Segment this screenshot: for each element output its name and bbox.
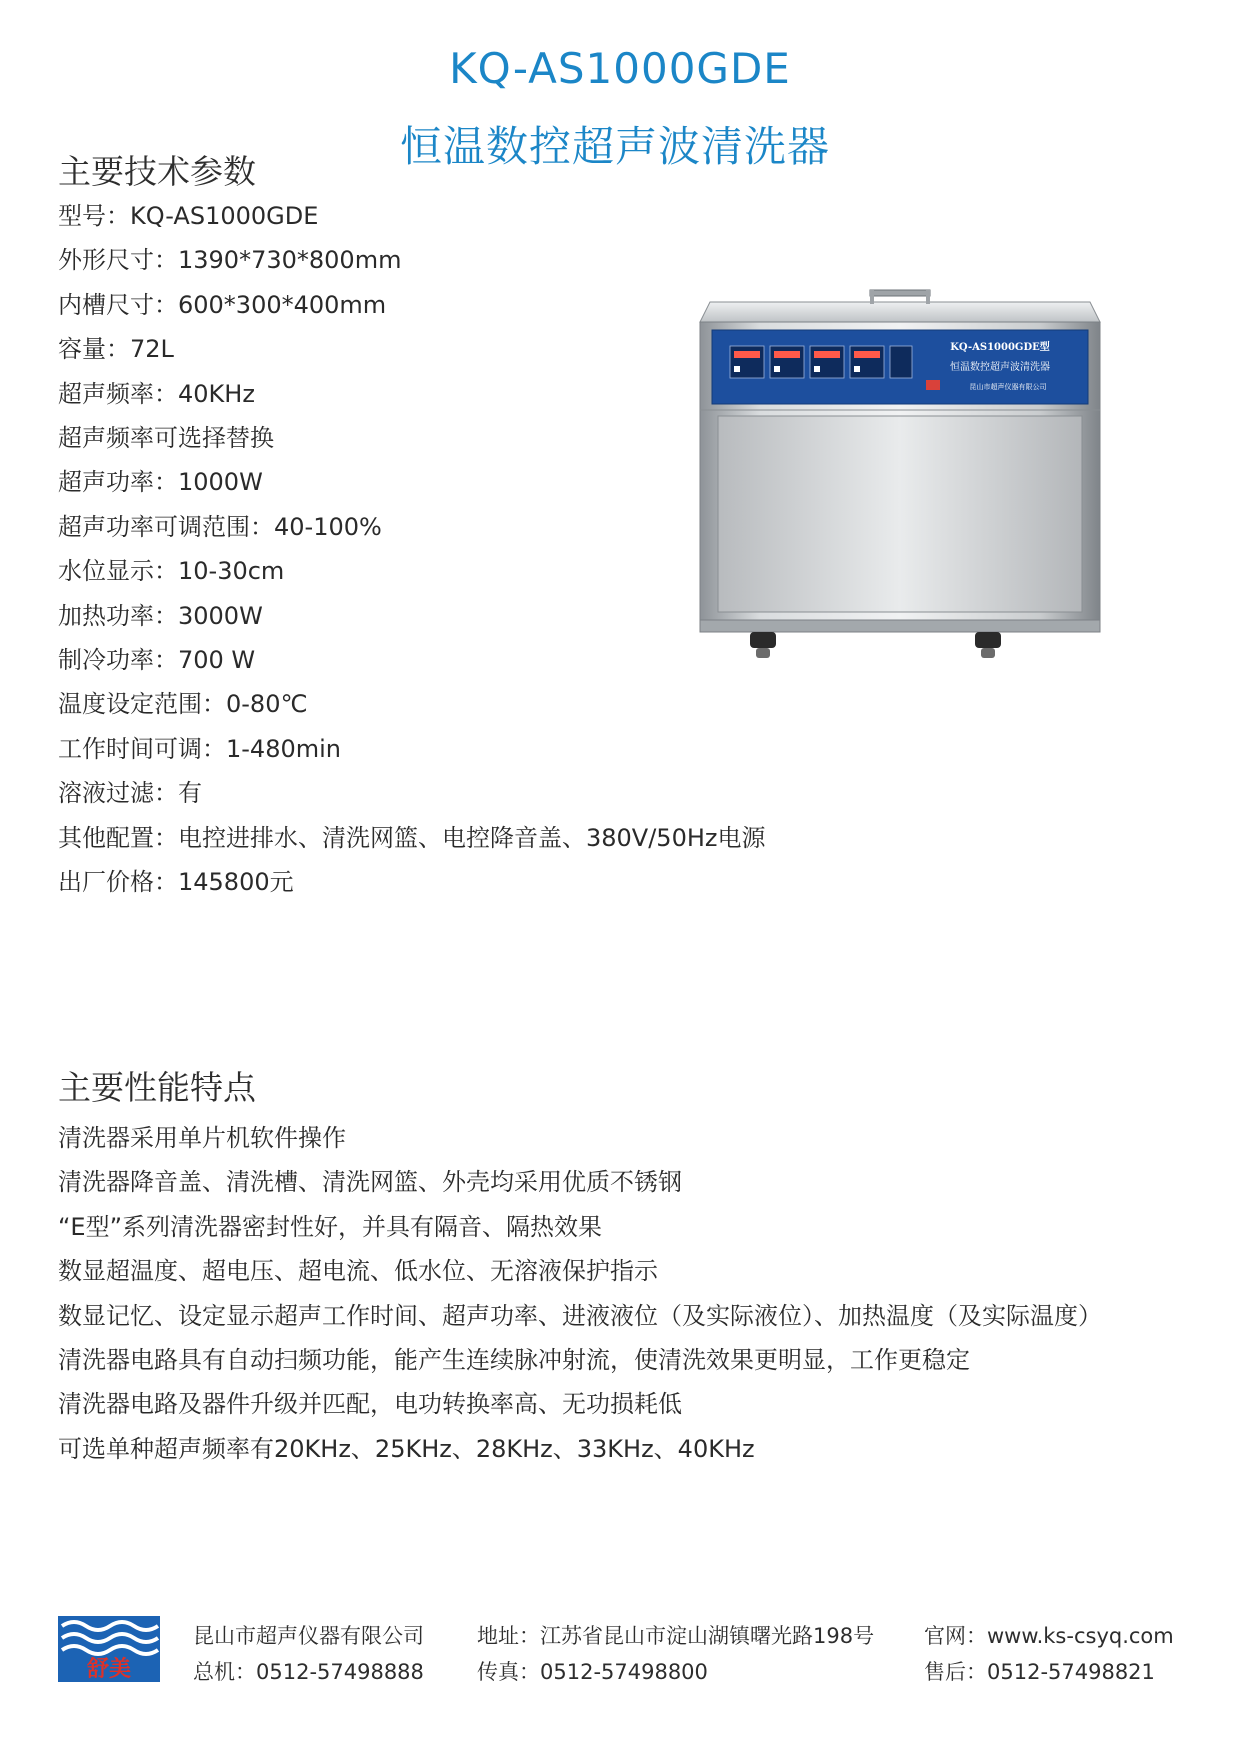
spec-item: 容量：72L bbox=[58, 335, 174, 364]
spec-item: 制冷功率：700 W bbox=[58, 646, 256, 675]
feature-item: 数显超温度、超电压、超电流、低水位、无溶液保护指示 bbox=[58, 1257, 658, 1286]
specs-heading: 主要技术参数 bbox=[58, 152, 256, 191]
company-logo bbox=[58, 1616, 160, 1682]
feature-item: “E型”系列清洗器密封性好，并具有隔音、隔热效果 bbox=[58, 1212, 603, 1241]
feature-item: 可选单种超声频率有20KHz、25KHz、28KHz、33KHz、40KHz bbox=[58, 1434, 755, 1463]
spec-item: 内槽尺寸：600*300*400mm bbox=[58, 290, 387, 319]
spec-item: 超声频率可选择替换 bbox=[58, 424, 274, 453]
spec-item: 外形尺寸：1390*730*800mm bbox=[58, 246, 402, 275]
spec-item: 溶液过滤：有 bbox=[58, 779, 202, 808]
footer-company-col bbox=[193, 1618, 424, 1690]
spec-item: 型号：KQ-AS1000GDE bbox=[58, 202, 319, 230]
panel-maker-label: 昆山市超声仪器有限公司 bbox=[969, 383, 1047, 391]
panel-name-label: 恒温数控超声波清洗器 bbox=[950, 362, 1050, 373]
footer-company: 昆山市超声仪器有限公司 bbox=[193, 1624, 424, 1648]
footer-web-col bbox=[924, 1618, 1174, 1690]
footer-website[interactable]: 官网：www.ks-csyq.com bbox=[924, 1624, 1174, 1648]
features-heading: 主要性能特点 bbox=[58, 1068, 256, 1107]
product-title: 恒温数控超声波清洗器 bbox=[400, 122, 831, 171]
spec-item: 超声频率：40KHz bbox=[58, 379, 255, 408]
spec-list bbox=[58, 194, 766, 905]
footer-service: 售后：0512-57498821 bbox=[924, 1660, 1155, 1684]
logo-text: 舒美 bbox=[86, 1657, 132, 1682]
spec-item: 超声功率：1000W bbox=[58, 468, 263, 497]
feature-item: 数显记忆、设定显示超声工作时间、超声功率、进液液位（及实际液位）、加热温度（及实际温度） bbox=[58, 1301, 1102, 1330]
panel-model-label: KQ-AS1000GDE型 bbox=[950, 342, 1050, 353]
ultrasonic-cleaner-image bbox=[690, 282, 1110, 666]
spec-item: 温度设定范围：0-80℃ bbox=[58, 690, 308, 719]
feature-item: 清洗器电路及器件升级并匹配，电功转换率高、无功损耗低 bbox=[58, 1390, 682, 1419]
spec-item: 超声功率可调范围：40-100% bbox=[58, 512, 382, 541]
feature-item: 清洗器采用单片机软件操作 bbox=[58, 1124, 346, 1152]
model-title: KQ-AS1000GDE bbox=[449, 44, 791, 93]
footer-address: 地址：江苏省昆山市淀山湖镇曙光路198号 bbox=[477, 1624, 875, 1648]
feature-item: 清洗器电路具有自动扫频功能，能产生连续脉冲射流，使清洗效果更明显，工作更稳定 bbox=[58, 1346, 970, 1375]
footer-address-col bbox=[477, 1618, 874, 1690]
feature-item: 清洗器降音盖、清洗槽、清洗网篮、外壳均采用优质不锈钢 bbox=[58, 1168, 682, 1197]
spec-item: 工作时间可调：1-480min bbox=[58, 734, 341, 763]
spec-item: 出厂价格：145800元 bbox=[58, 868, 294, 897]
spec-item: 水位显示：10-30cm bbox=[58, 557, 285, 586]
spec-item: 加热功率：3000W bbox=[58, 601, 263, 630]
spec-item: 其他配置：电控进排水、清洗网篮、电控降音盖、380V/50Hz电源 bbox=[58, 823, 766, 852]
feature-list bbox=[58, 1116, 1102, 1471]
footer-phone: 总机：0512-57498888 bbox=[193, 1660, 424, 1684]
footer-fax: 传真：0512-57498800 bbox=[477, 1660, 708, 1684]
